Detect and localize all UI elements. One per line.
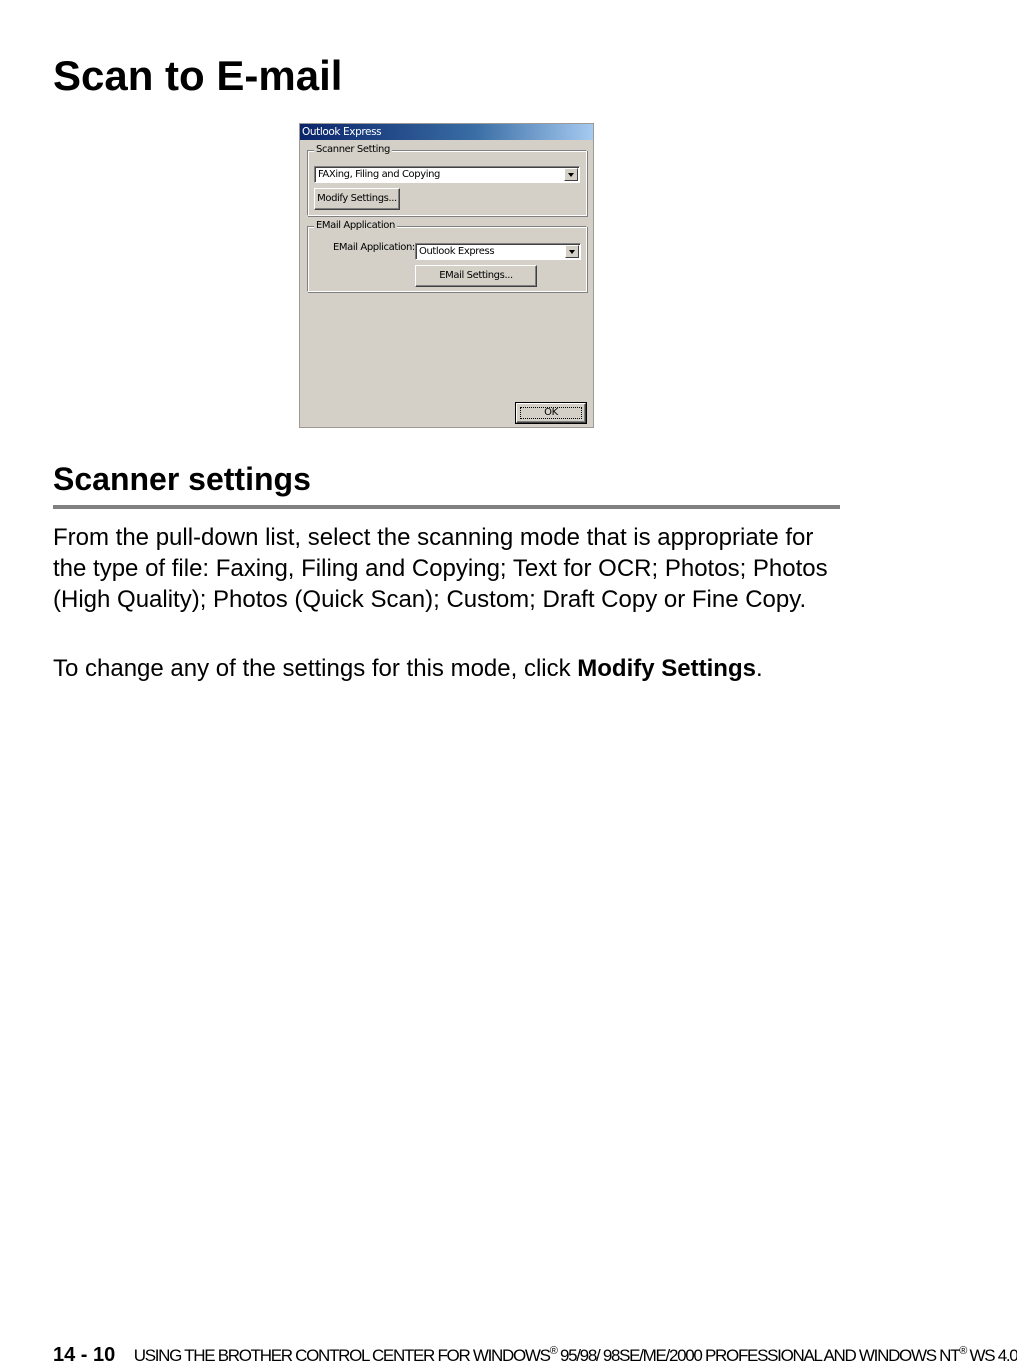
registered-mark-2: ® bbox=[959, 1345, 967, 1357]
ok-button[interactable] bbox=[516, 403, 586, 423]
scanner-settings-paragraph: From the pull-down list, select the scanning mode that is appropriate for the type of file: Faxing, Filing and Copying; Text for OCR; Photos; Photos (High Quality); Photos (Quick Scan); Custom; Draft Copy or Fine Copy. bbox=[53, 524, 828, 613]
ok-button-focus-rect bbox=[520, 407, 582, 419]
paragraph2-bold-term: Modify Settings bbox=[577, 655, 756, 682]
footer-text-part1: USING THE BROTHER CONTROL CENTER FOR WINDOWS bbox=[133, 1346, 550, 1365]
paragraph2-prefix: To change any of the settings for this mode, click bbox=[53, 655, 578, 682]
page-title: Scan to E-mail bbox=[53, 52, 343, 99]
email-application-dropdown[interactable] bbox=[415, 243, 581, 260]
email-application-field-label: EMail Application: bbox=[333, 242, 415, 253]
dialog-title-bar: Outlook Express bbox=[300, 124, 593, 140]
scanner-setting-group-label: Scanner Setting bbox=[316, 144, 390, 155]
modify-settings-paragraph bbox=[53, 653, 853, 684]
scanner-mode-value: FAXing, Filing and Copying bbox=[318, 169, 440, 180]
scanner-setting-group bbox=[307, 144, 587, 216]
scanner-mode-dropdown-arrow-icon[interactable] bbox=[564, 168, 578, 181]
page-number: 14 - 10 bbox=[53, 1344, 116, 1366]
email-application-group bbox=[307, 220, 587, 292]
section-divider bbox=[53, 505, 840, 509]
paragraph2-suffix: . bbox=[755, 655, 763, 682]
ok-button-label: OK bbox=[544, 407, 558, 418]
email-settings-button[interactable]: EMail Settings... bbox=[415, 265, 537, 287]
page-footer bbox=[53, 1338, 1017, 1370]
section-heading: Scanner settings bbox=[53, 461, 311, 497]
footer-running-title bbox=[134, 1346, 1017, 1365]
registered-mark-1: ® bbox=[549, 1345, 557, 1357]
outlook-express-dialog bbox=[299, 123, 594, 428]
footer-text-part3: WS 4.0 bbox=[966, 1346, 1017, 1365]
email-application-group-label: EMail Application bbox=[316, 220, 395, 231]
email-application-value: Outlook Express bbox=[419, 246, 495, 257]
footer-text-part2: 95/98/ 98SE/ME/2000 PROFESSIONAL AND WINDOWS NT bbox=[556, 1346, 960, 1365]
scanner-mode-dropdown[interactable] bbox=[314, 166, 580, 183]
email-application-dropdown-arrow-icon[interactable] bbox=[565, 245, 579, 258]
modify-settings-button[interactable]: Modify Settings... bbox=[314, 188, 400, 210]
